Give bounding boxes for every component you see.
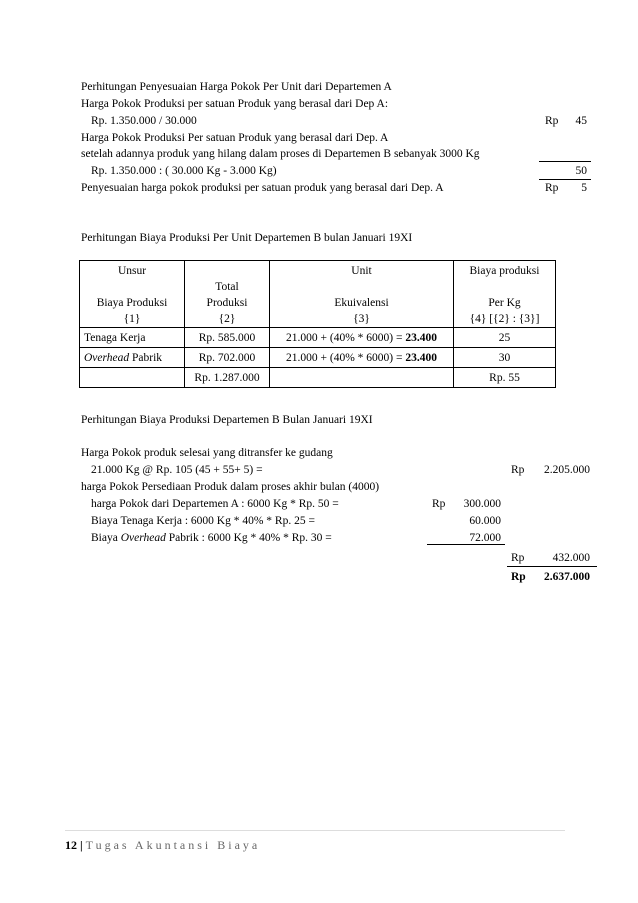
row-unit-result: 23.400 <box>405 331 437 344</box>
footer-divider <box>65 830 565 831</box>
section1-line-6-value: 50 <box>575 165 587 177</box>
row-unit-formula: 21.000 + (40% * 6000) = <box>286 331 403 344</box>
section3-line-5: Biaya Tenaga Kerja : 6000 Kg * 40% * Rp. 25 = <box>91 515 315 527</box>
section2-title: Perhitungan Biaya Produksi Per Unit Departemen B bulan Januari 19XI <box>81 232 413 244</box>
total-row-empty <box>80 368 185 388</box>
section3-line-2: 21.000 Kg @ Rp. 105 (45 + 55+ 5) = <box>91 464 263 476</box>
footer-separator: | <box>80 838 83 852</box>
table-row <box>80 328 556 348</box>
section1-line-7-value: 5 <box>581 182 587 194</box>
section1-line-6: Rp. 1.350.000 : ( 30.000 Kg - 3.000 Kg) <box>91 165 277 177</box>
unit-cost-table <box>79 260 556 388</box>
section3-line-6 <box>91 531 332 545</box>
section1-line-5: setelah adannya produk yang hilang dalam proses di Departemen B sebanyak 3000 Kg <box>81 148 480 160</box>
total-row-per-kg: Rp. 55 <box>454 368 556 388</box>
section3-line-6-value: 72.000 <box>469 532 501 544</box>
row-unit <box>270 348 454 368</box>
section3-line-5-value: 60.000 <box>469 515 501 527</box>
row-per-kg: 25 <box>454 328 556 348</box>
row-name-rest: Pabrik <box>132 351 163 364</box>
section3-line-6-italic: Overhead <box>120 532 166 544</box>
header-biaya-index: {4} [{2} : {3}] <box>469 313 540 325</box>
page-footer <box>65 838 260 853</box>
header-total-top: Total <box>215 281 239 293</box>
header-total-label: Produksi <box>206 297 248 309</box>
header-unsur-top: Unsur <box>117 265 147 277</box>
row-total: Rp. 585.000 <box>185 328 270 348</box>
section3-line-6-post: Pabrik : 6000 Kg * 40% * Rp. 30 = <box>168 532 332 544</box>
section1-title: Perhitungan Penyesuaian Harga Pokok Per Unit dari Departemen A <box>81 81 392 93</box>
section1-line-7: Penyesuaian harga pokok produksi per satuan produk yang berasal dari Dep. A <box>81 182 444 194</box>
header-biaya <box>454 261 556 328</box>
table-total-row <box>80 368 556 388</box>
section3-line-6-pre: Biaya <box>91 532 118 544</box>
row-total: Rp. 702.000 <box>185 348 270 368</box>
section1-line-4: Harga Pokok Produksi Per satuan Produk yang berasal dari Dep. A <box>81 132 389 144</box>
row-unit-formula: 21.000 + (40% * 6000) = <box>286 351 403 364</box>
total-row-total: Rp. 1.287.000 <box>185 368 270 388</box>
section3-line-4: harga Pokok dari Departemen A : 6000 Kg * Rp. 50 = <box>91 498 339 510</box>
page-number: 12 <box>65 838 77 852</box>
table-row <box>80 348 556 368</box>
footer-title: Tugas Akuntansi Biaya <box>85 838 261 852</box>
header-unit <box>270 261 454 328</box>
header-biaya-top: Biaya produksi <box>469 265 540 277</box>
section1-line-7-currency: Rp <box>545 182 559 194</box>
table-header-row <box>80 261 556 328</box>
section3-line-2-currency: Rp <box>511 464 525 476</box>
section3-line-4-currency: Rp <box>432 498 446 510</box>
header-unsur-label: Biaya Produksi <box>96 297 168 309</box>
section1-line-3-value: 45 <box>575 115 587 127</box>
section1-line-2: Harga Pokok Produksi per satuan Produk yang berasal dari Dep A: <box>81 98 389 110</box>
row-name <box>80 348 185 368</box>
row-unit-result: 23.400 <box>405 351 437 364</box>
section1-underline-2 <box>539 179 591 180</box>
header-biaya-label: Per Kg <box>488 297 521 309</box>
header-unsur <box>80 261 185 328</box>
total-row-empty-2 <box>270 368 454 388</box>
header-total <box>185 261 270 328</box>
header-unsur-index: {1} <box>123 313 141 325</box>
section3-line-3: harga Pokok Persediaan Produk dalam proses akhir bulan (4000) <box>81 481 380 493</box>
header-unit-index: {3} <box>353 313 370 325</box>
header-total-index: {2} <box>218 313 236 325</box>
row-per-kg: 30 <box>454 348 556 368</box>
section3-line-4-value: 300.000 <box>463 498 501 510</box>
section1-underline <box>539 161 591 162</box>
header-unit-top: Unit <box>351 265 372 277</box>
section3-line-1: Harga Pokok produk selesai yang ditransfer ke gudang <box>81 447 333 459</box>
header-unit-label: Ekuivalensi <box>334 297 389 309</box>
section1-line-3-currency: Rp <box>545 115 559 127</box>
subtotal-currency: Rp <box>511 552 525 564</box>
section3-line-2-value: 2.205.000 <box>544 464 590 476</box>
subtotal-underline <box>507 566 597 567</box>
section1-line-3: Rp. 1.350.000 / 30.000 <box>91 115 197 127</box>
section3-title: Perhitungan Biaya Produksi Departemen B Bulan Januari 19XI <box>81 414 373 426</box>
row-name-italic: Overhead <box>84 351 130 364</box>
subtotal-value: 432.000 <box>552 552 590 564</box>
row-name: Tenaga Kerja <box>80 328 185 348</box>
row-unit <box>270 328 454 348</box>
grand-total-currency: Rp <box>511 571 526 583</box>
grand-total-value: 2.637.000 <box>544 571 590 583</box>
